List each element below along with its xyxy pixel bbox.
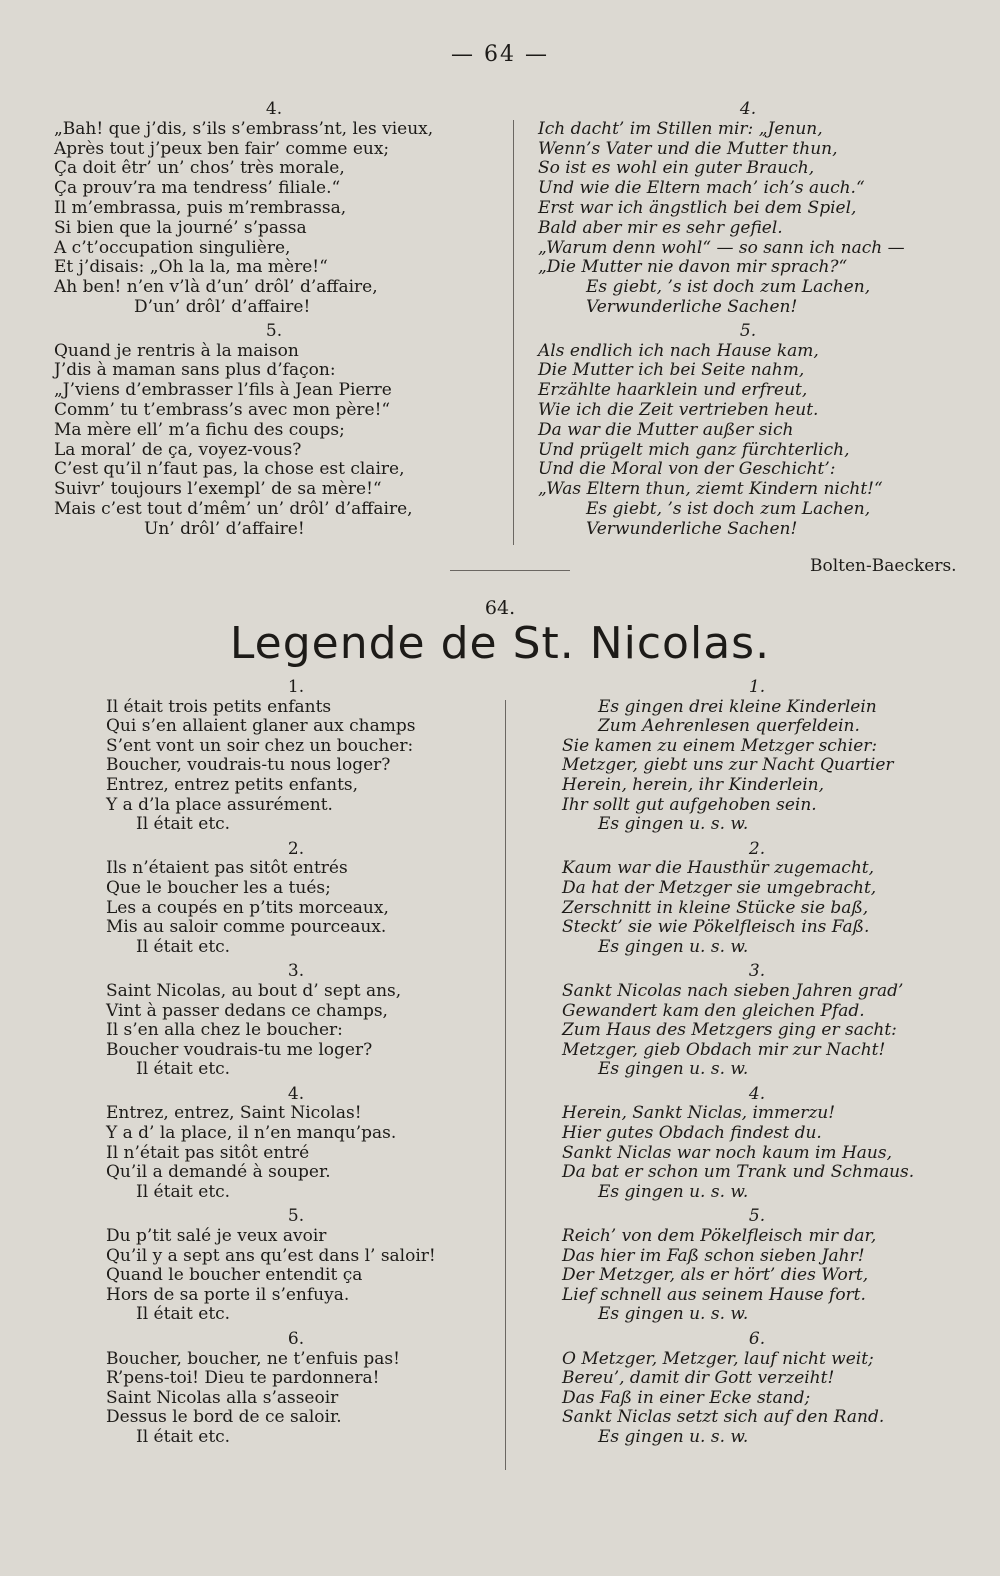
verse-line: J’dis à maman sans plus d’façon: [54,360,336,381]
verse-line: Und wie die Eltern mach’ ich’s auch.“ [538,178,865,199]
verse-line: Il était trois petits enfants [106,696,332,717]
verse-line: Boucher, boucher, ne t’enfuis pas! [106,1348,400,1369]
stanza-number: 5. [748,1206,766,1227]
verse-line: Qu’il a demandé à souper. [106,1162,331,1183]
verse-line: Es gingen drei kleine Kinderlein [598,696,877,717]
verse-line: Ça doit êtr’ un’ chos’ très morale, [54,158,345,179]
refrain-line-2: Verwunderliche Sachen! [586,518,798,539]
stanza-number: 2. [748,838,766,859]
refrain: Il était etc. [136,936,231,957]
stanza-number: 5. [739,320,757,341]
stanza-number: 3. [287,961,305,982]
stanza-number: 1. [287,677,305,697]
refrain: Es gingen u. s. w. [598,1059,749,1080]
refrain-line-2: Verwunderliche Sachen! [586,296,798,317]
verse-line: Zerschnitt in kleine Stücke sie baß, [562,897,869,918]
verse-line: Kaum war die Hausthür zugemacht, [562,858,875,879]
refrain: Il était etc. [136,1304,231,1325]
verse-line: „Was Eltern thun, ziemt Kindern nicht!“ [538,479,883,500]
verse-line: Y a d’ la place, il n’en manqu’pas. [106,1123,397,1144]
verse-line: Qui s’en allaient glaner aux champs [106,716,416,737]
stanza-4-german [538,120,958,278]
verse-line: „Warum denn wohl“ — so sann ich nach — [538,237,905,258]
stanza-number: 6. [287,1329,305,1349]
verse-line: Die Mutter ich bei Seite nahm, [538,360,805,381]
verse-line: Steckt’ sie wie Pökelfleisch ins Faß. [562,917,870,938]
refrain: Il était etc. [136,814,231,835]
refrain: Es gingen u. s. w. [598,814,749,835]
verse-line: Metzger, gieb Obdach mir zur Nacht! [562,1039,886,1060]
verse-line: Vint à passer dedans ce champs, [106,1000,388,1021]
verse-line: Und prügelt mich ganz fürchterlich, [538,439,850,460]
verse-line: Qu’il y a sept ans qu’est dans l’ saloir! [106,1245,436,1266]
verse-line: Und die Moral von der Geschicht’: [538,459,836,480]
verse-line: „J’viens d’embrasser l’fils à Jean Pierre [54,380,392,401]
verse-line: Sie kamen zu einem Metzger schier: [562,735,878,756]
page-number: — 64 — [451,42,549,67]
verse-line: Saint Nicolas, au bout d’ sept ans, [106,980,402,1001]
stanza-4-french [54,120,494,298]
verse-line: Sankt Niclas setzt sich auf den Rand. [562,1407,885,1428]
verse-line: Da war die Mutter außer sich [538,419,794,440]
verse-line: Ah ben! n’en v’là d’un’ drôl’ d’affaire, [54,277,378,298]
verse-line: Sankt Nicolas nach sieben Jahren grad’ [562,980,904,1001]
stanza-number: 4. [287,1083,305,1104]
refrain: Es gingen u. s. w. [598,1181,749,1202]
verse-line: Boucher, voudrais-tu nous loger? [106,755,391,776]
verse-line: Wenn’s Vater und die Mutter thun, [538,138,838,159]
stanza-number: 1. [748,677,766,697]
stanza-number: 4. [265,99,283,119]
verse-line: Comm’ tu t’embrass’s avec mon père!“ [54,399,391,420]
verse-line: Si bien que la journé’ s’passa [54,217,307,238]
verse-line: Herein, Sankt Niclas, immerzu! [562,1103,836,1124]
column-divider [505,700,506,1470]
top-german-column [538,100,958,540]
verse-line: La moral’ de ça, voyez-vous? [54,439,302,460]
stanza-number: 3. [748,961,766,982]
verse-line: So ist es wohl ein guter Brauch, [538,158,815,179]
verse-line: Gewandert kam den gleichen Pfad. [562,1000,865,1021]
stanza-5-german [538,342,958,500]
verse-line: S’ent vont un soir chez un boucher: [106,735,414,756]
refrain-line-1: Es giebt, ’s ist doch zum Lachen, [586,498,871,519]
verse-line: Il n’était pas sitôt entré [106,1142,310,1163]
stanza-number: 5. [265,320,283,341]
refrain: Il était etc. [136,1181,231,1202]
verse-line: Da bat er schon um Trank und Schmaus. [562,1162,915,1183]
verse-line: Quand le boucher entendit ça [106,1265,363,1286]
attribution: Bolten-Baeckers. [810,556,957,576]
verse-line: Das Faß in einer Ecke stand; [562,1387,811,1408]
verse-line: Erst war ich ängstlich bei dem Spiel, [538,197,857,218]
refrain: Un’ drôl’ d’affaire! [144,518,305,539]
verse-line: Dessus le bord de ce saloir. [106,1407,342,1428]
verse-line: Bald aber mir es sehr gefiel. [538,217,783,238]
verse-line: Sankt Niclas war noch kaum im Haus, [562,1142,892,1163]
verse-line: Hier gutes Obdach findest du. [562,1123,822,1144]
column-divider [513,120,514,545]
verse-line: Boucher voudrais-tu me loger? [106,1039,373,1060]
stanza-number: 4. [748,1083,766,1104]
song-number: 64. [484,597,516,619]
section-divider [450,570,570,571]
stanza-number: 5. [287,1206,305,1227]
verse-line: „Die Mutter nie davon mir sprach?“ [538,257,848,278]
bottom-german-column [562,678,952,1448]
verse-line: Metzger, giebt uns zur Nacht Quartier [562,755,894,776]
verse-line: Da hat der Metzger sie umgebracht, [562,877,877,898]
verse-line: Mis au saloir comme pourceaux. [106,917,387,938]
bottom-french-column [106,678,486,1448]
verse-line: Entrez, entrez, Saint Nicolas! [106,1103,362,1124]
verse-line: Hors de sa porte il s’enfuya. [106,1284,350,1305]
verse-line: Lief schnell aus seinem Hause fort. [562,1284,866,1305]
verse-line: Reich’ von dem Pökelfleisch mir dar, [562,1226,877,1247]
verse-line: R’pens-toi! Dieu te pardonnera! [106,1368,380,1389]
verse-line: Que le boucher les a tués; [106,877,331,898]
verse-line: Herein, herein, ihr Kinderlein, [562,774,825,795]
verse-line: Saint Nicolas alla s’asseoir [106,1387,339,1408]
verse-line: Et j’disais: „Oh la la, ma mère!“ [54,257,328,278]
verse-line: Entrez, entrez petits enfants, [106,774,359,795]
verse-line: Als endlich ich nach Hause kam, [538,340,819,361]
verse-line: Y a d’la place assurément. [106,794,333,815]
refrain: Es gingen u. s. w. [598,1304,749,1325]
refrain: Es gingen u. s. w. [598,936,749,957]
verse-line: Du p’tit salé je veux avoir [106,1226,327,1247]
stanza-number: 4. [739,99,757,119]
verse-line: Der Metzger, als er hört’ dies Wort, [562,1265,869,1286]
refrain: Es gingen u. s. w. [598,1426,749,1447]
stanza-5-french [54,342,494,520]
stanza-number: 2. [287,838,305,859]
refrain: Il était etc. [136,1426,231,1447]
verse-line: C’est qu’il n’faut pas, la chose est claire, [54,459,405,480]
refrain-line-1: Es giebt, ’s ist doch zum Lachen, [586,277,871,298]
verse-line: Mais c’est tout d’mêm’ un’ drôl’ d’affaire, [54,498,413,519]
verse-line: Suivr’ toujours l’exempl’ de sa mère!“ [54,479,382,500]
verse-line: Ich dacht’ im Stillen mir: „Jenun, [538,118,823,139]
verse-line: Après tout j’peux ben fair’ comme eux; [54,138,390,159]
song-title: Legende de St. Nicolas. [229,618,771,669]
verse-line: Ma mère ell’ m’a fichu des coups; [54,419,345,440]
verse-line: Quand je rentris à la maison [54,340,299,361]
verse-line: Zum Haus des Metzgers ging er sacht: [562,1020,897,1041]
verse-line: O Metzger, Metzger, lauf nicht weit; [562,1348,874,1369]
verse-line: Zum Aehrenlesen querfeldein. [598,716,860,737]
verse-line: Erzählte haarklein und erfreut, [538,380,808,401]
verse-line: Wie ich die Zeit vertrieben heut. [538,399,819,420]
refrain: Il était etc. [136,1059,231,1080]
top-french-column [54,100,494,540]
verse-line: Les a coupés en p’tits morceaux, [106,897,389,918]
refrain: D’un’ drôl’ d’affaire! [134,296,311,317]
verse-line: Il s’en alla chez le boucher: [106,1020,343,1041]
verse-line: Ihr sollt gut aufgehoben sein. [562,794,817,815]
verse-line: A c’t’occupation singulière, [54,237,291,258]
verse-line: Bereu’, damit dir Gott verzeiht! [562,1368,835,1389]
stanza-number: 6. [748,1329,766,1349]
verse-line: Das hier im Faß schon sieben Jahr! [562,1245,865,1266]
verse-line: Ils n’étaient pas sitôt entrés [106,858,348,879]
verse-line: „Bah! que j’dis, s’ils s’embrass’nt, les vieux, [54,118,434,139]
verse-line: Il m’embrassa, puis m’rembrassa, [54,197,347,218]
verse-line: Ça prouv’ra ma tendress’ filiale.“ [54,178,341,199]
